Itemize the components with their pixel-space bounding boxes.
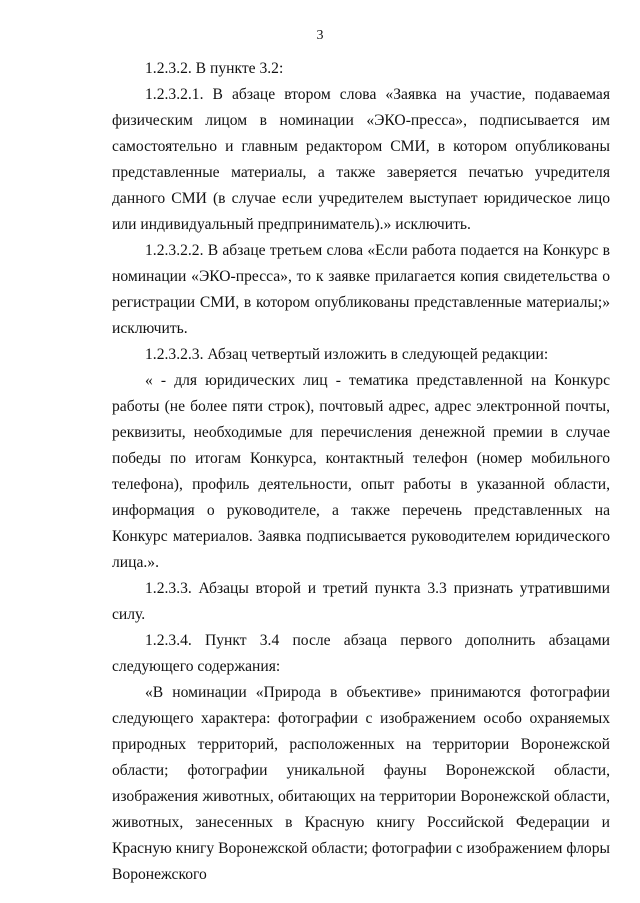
quoted-paragraph-legal-entities: « - для юридических лиц - тематика представленной на Конкурс работы (не более пяти строк), почтовый адрес, адрес электронной почты, реквизиты, необходимые для перечисления денежной премии в случае победы по итогам Конкурса, контактный телефон (номер мобильного телефона), профиль деятельности, опыт работы в указанной области, информация о руководителе, а также перечень представленных на Конкурс материалов. Заявка подписывается руководителем юридического лица.». bbox=[112, 372, 610, 571]
paragraph-1-2-3-2-2: 1.2.3.2.2. В абзаце третьем слова «Если работа подается на Конкурс в номинации «ЭКО-пресса», то к заявке прилагается копия свидетельства о регистрации СМИ, в котором опубликованы представленные материалы;» исключить. bbox=[112, 242, 610, 337]
paragraph-1-2-3-2: 1.2.3.2. В пункте 3.2: bbox=[145, 60, 284, 77]
page-number: 3 bbox=[316, 28, 324, 43]
paragraph-1-2-3-2-1: 1.2.3.2.1. В абзаце втором слова «Заявка на участие, подаваемая физическим лицом в номинации «ЭКО-пресса», подписывается им самостоятельно и главным редактором СМИ, в котором опубликованы представленные материалы, а также заверяется печатью учредителя данного СМИ (в случае если учредителем выступает юридическое лицо или индивидуальный предприниматель).» исключить. bbox=[112, 86, 610, 233]
paragraph-1-2-3-4: 1.2.3.4. Пункт 3.4 после абзаца первого дополнить абзацами следующего содержания: bbox=[112, 632, 610, 675]
quoted-paragraph-nature-nomination: «В номинации «Природа в объективе» принимаются фотографии следующего характера: фотографии с изображением особо охраняемых природных территорий, расположенных на территории Воронежской области; фотографии уникальной фауны Воронежской области, изображения животных, обитающих на территории Воронежской области, животных, занесенных в Красную книгу Российской Федерации и Красную книгу Воронежской области; фотографии с изображением флоры Воронежского bbox=[112, 684, 610, 883]
paragraph-1-2-3-2-3: 1.2.3.2.3. Абзац четвертый изложить в следующей редакции: bbox=[145, 346, 549, 363]
paragraph-1-2-3-3: 1.2.3.3. Абзацы второй и третий пункта 3.3 признать утратившими силу. bbox=[112, 580, 610, 623]
document-body bbox=[112, 56, 610, 888]
